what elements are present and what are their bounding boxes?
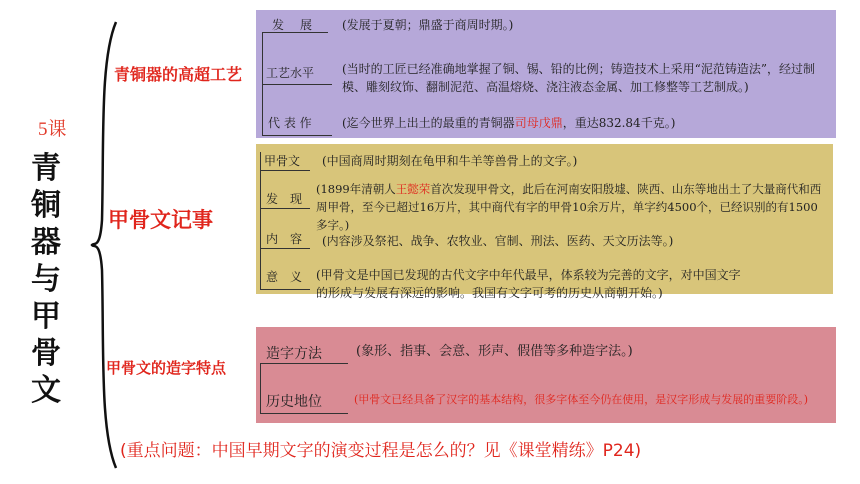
item-text: (中国商周时期刻在龟甲和牛羊等兽骨上的文字。)	[322, 154, 578, 168]
title-char: 与	[31, 262, 61, 297]
item-text: (甲骨文已经具备了汉字的基本结构，很多字体至今仍在使用，是汉字形成与发展的重要阶段。)	[354, 393, 809, 406]
title-char: 器	[31, 225, 61, 260]
item-label: 发 现	[266, 192, 303, 206]
key-question: (重点问题：中国早期文字的演变过程是怎么的？见《课堂精练》P24)	[120, 441, 642, 461]
item-text	[316, 180, 828, 234]
lesson-number: 5课	[38, 119, 67, 140]
item-text-part: (1899年清朝人	[316, 182, 396, 196]
item-text-part: (迄今世界上出土的最重的青铜器	[342, 116, 515, 130]
oracle-panel	[256, 144, 833, 300]
title-char: 甲	[31, 299, 61, 334]
bronze-panel	[256, 10, 836, 138]
lesson-title	[26, 150, 66, 409]
item-label: 历史地位	[266, 394, 322, 410]
title-char: 铜	[31, 188, 61, 223]
title-char: 骨	[31, 336, 61, 371]
item-label: 甲骨文	[264, 154, 301, 168]
item-text	[342, 114, 675, 132]
brace-icon	[90, 20, 120, 470]
title-char: 文	[31, 373, 61, 408]
item-label: 造字方法	[266, 346, 322, 362]
item-label: 工艺水平	[266, 66, 315, 80]
item-text: (甲骨文是中国已发现的古代文字中年代最早，体系较为完善的文字，对中国文字的形成与发展有深远的影响。我国有文字可考的历史从商朝开始。)	[316, 268, 741, 300]
item-text: (内容涉及祭祀、战争、农牧业、官制、刑法、医药、天文历法等。)	[322, 234, 674, 248]
characters-panel	[256, 327, 836, 423]
item-text: (发展于夏朝；鼎盛于商周时期。)	[342, 18, 514, 32]
highlight-name: 司母戊鼎	[514, 116, 563, 130]
section-title-characters: 甲骨文的造字特点	[106, 359, 227, 377]
highlight-name: 王懿荣	[395, 182, 431, 196]
item-label: 意 义	[266, 270, 303, 284]
item-text: (象形、指事、会意、形声、假借等多种造字法。)	[356, 344, 633, 359]
title-char: 青	[31, 151, 61, 186]
section-title-oracle: 甲骨文记事	[108, 208, 213, 232]
item-label: 内 容	[266, 232, 303, 246]
item-text-part: 首次发现甲骨文，此后在河南安阳殷墟、陕西、山东等地出土了大量商代和西周甲骨，至今已超过16万片，其中商代有字的甲骨10余万片，单字约4500个，已经识别的有1500多字。)	[316, 182, 822, 232]
item-label: 代 表 作	[268, 116, 312, 130]
item-label: 发 展	[272, 18, 315, 32]
section-title-bronze: 青铜器的高超工艺	[114, 65, 243, 84]
item-text: (当时的工匠已经准确地掌握了铜、锡、铅的比例；铸造技术上采用“泥范铸造法”，经过制模、雕刻纹饰、翻制泥范、高温熔烧、浇注液态金属、加工修整等工艺制成。)	[342, 62, 815, 94]
item-text-part: ，重达832.84千克。)	[562, 116, 676, 130]
